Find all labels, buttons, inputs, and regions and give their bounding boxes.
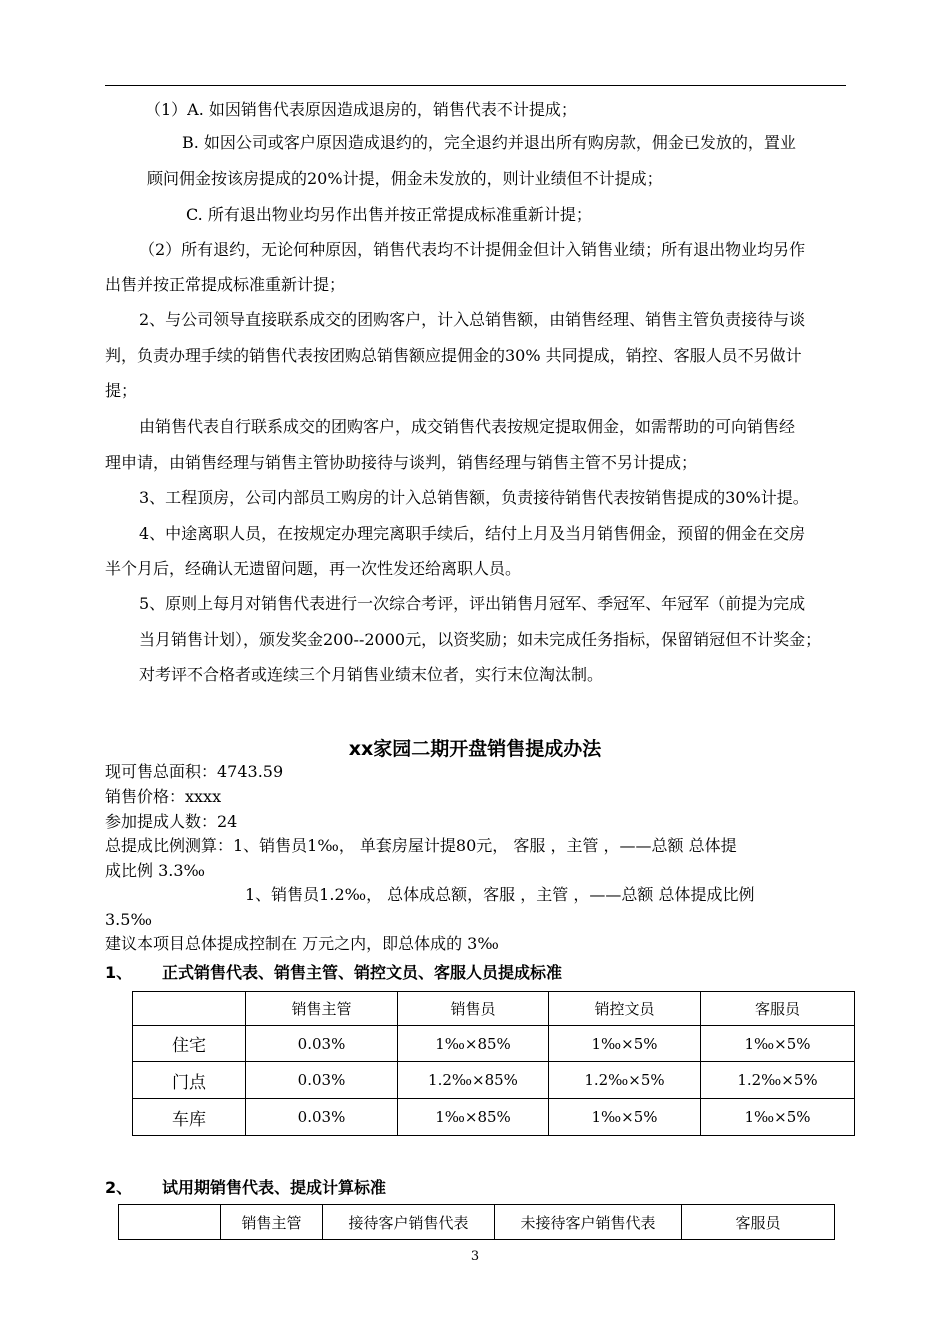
table-cell: 1‰×5%	[701, 1026, 855, 1062]
paragraph: 由销售代表自行联系成交的团购客户，成交销售代表按规定提取佣金，如需帮助的可向销售经	[139, 417, 796, 436]
table-row	[133, 1062, 855, 1099]
paragraph: 提；	[105, 381, 138, 400]
paragraph: 当月销售计划），颁发奖金200--2000元，以资奖励；如未完成任务指标，保留销冠但不计奖金；	[139, 630, 822, 649]
paragraph: 半个月后，经确认无遗留问题，再一次性发还给离职人员。	[105, 559, 522, 578]
paragraph: 2、与公司领导直接联系成交的团购客户，计入总销售额，由销售经理、销售主管负责接待与谈	[139, 310, 806, 329]
table-cell: 1.2‰×5%	[701, 1062, 855, 1099]
table-cell: 0.03%	[246, 1026, 398, 1062]
info-ratio-2-cont: 3.5‰	[105, 910, 152, 929]
info-area: 现可售总面积：4743.59	[105, 762, 284, 781]
section-1-number: 1、	[105, 963, 133, 982]
table-cell: 门点	[133, 1062, 246, 1099]
table-header-cell: 销售员	[398, 992, 549, 1026]
table-header-cell: 客服员	[682, 1205, 835, 1240]
info-people: 参加提成人数：24	[105, 812, 238, 831]
table-cell: 1‰×5%	[701, 1099, 855, 1136]
table-cell: 车库	[133, 1099, 246, 1136]
table-header-cell: 接待客户销售代表	[323, 1205, 495, 1240]
table-header-cell: 销售主管	[246, 992, 398, 1026]
document-title: xx家园二期开盘销售提成办法	[348, 738, 602, 760]
table-cell: 1.2‰×85%	[398, 1062, 549, 1099]
table-cell: 0.03%	[246, 1062, 398, 1099]
table-cell: 1‰×5%	[549, 1099, 701, 1136]
table-header-cell	[119, 1205, 221, 1240]
paragraph: 3、工程顶房，公司内部员工购房的计入总销售额，负责接待销售代表按销售提成的30%计提。	[139, 488, 809, 507]
table-cell: 1‰×85%	[398, 1099, 549, 1136]
table-header-row	[133, 992, 855, 1026]
paragraph: 5、原则上每月对销售代表进行一次综合考评，评出销售月冠军、季冠军、年冠军（前提为完成	[139, 594, 806, 613]
table-header-cell: 销售主管	[221, 1205, 323, 1240]
table-header-cell: 未接待客户销售代表	[495, 1205, 682, 1240]
info-control: 建议本项目总体提成控制在 万元之内，即总体成的 3‰	[105, 934, 499, 953]
table-row	[133, 1099, 855, 1136]
table-header-cell: 销控文员	[549, 992, 701, 1026]
paragraph: 判，负责办理手续的销售代表按团购总销售额应提佣金的30% 共同提成，销控、客服人员不另做计	[105, 346, 802, 365]
table-header-cell	[133, 992, 246, 1026]
paragraph: 出售并按正常提成标准重新计提；	[105, 275, 346, 294]
table-cell: 1.2‰×5%	[549, 1062, 701, 1099]
paragraph: 顾问佣金按该房提成的20%计提，佣金未发放的，则计业绩但不计提成；	[147, 169, 663, 188]
section-2-heading: 试用期销售代表、提成计算标准	[162, 1178, 387, 1197]
table-row	[133, 1026, 855, 1062]
table-cell: 1‰×5%	[549, 1026, 701, 1062]
info-ratio-1-cont: 成比例 3.3‰	[105, 861, 206, 880]
paragraph: C. 所有退出物业均另作出售并按正常提成标准重新计提；	[186, 205, 592, 224]
table-cell: 0.03%	[246, 1099, 398, 1136]
paragraph: 对考评不合格者或连续三个月销售业绩末位者，实行末位淘汰制。	[139, 665, 604, 684]
table-header-cell: 客服员	[701, 992, 855, 1026]
info-price: 销售价格：xxxx	[105, 787, 222, 806]
table-cell: 住宅	[133, 1026, 246, 1062]
paragraph: （2）所有退约，无论何种原因，销售代表均不计提佣金但计入销售业绩；所有退出物业均另作	[139, 240, 806, 259]
paragraph: （1）A. 如因销售代表原因造成退房的，销售代表不计提成；	[145, 100, 577, 119]
paragraph: 4、中途离职人员，在按规定办理完离职手续后，结付上月及当月销售佣金，预留的佣金在交房	[139, 524, 806, 543]
info-ratio-1: 总提成比例测算：1、销售员1‰， 单套房屋计提80元， 客服 ，主管 ，——总额 总体提	[105, 836, 737, 855]
commission-table	[132, 991, 855, 1136]
page-number: 3	[470, 1249, 480, 1264]
table-header-row	[119, 1205, 835, 1240]
table-cell: 1‰×85%	[398, 1026, 549, 1062]
paragraph: B. 如因公司或客户原因造成退约的，完全退约并退出所有购房款，佣金已发放的，置业	[182, 133, 796, 152]
paragraph: 理申请，由销售经理与销售主管协助接待与谈判，销售经理与销售主管不另计提成；	[105, 453, 698, 472]
probation-table	[118, 1204, 835, 1240]
section-2-number: 2、	[105, 1178, 133, 1197]
header-rule	[105, 85, 846, 86]
info-ratio-2: 1、销售员1.2‰， 总体成总额，客服 ，主管 ，——总额 总体提成比例	[245, 885, 755, 904]
section-1-heading: 正式销售代表、销售主管、销控文员、客服人员提成标准	[162, 963, 563, 982]
